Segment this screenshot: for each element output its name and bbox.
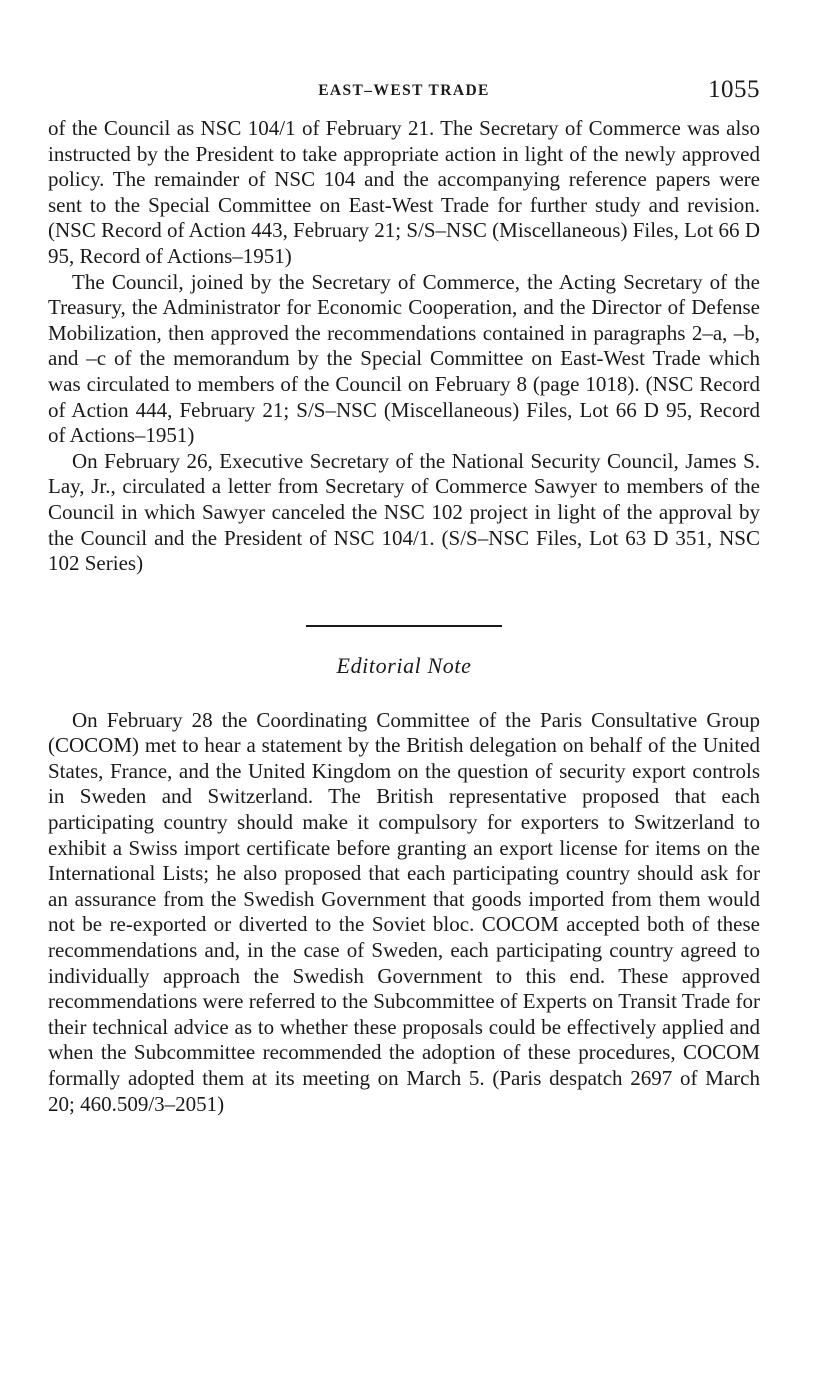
editorial-note-paragraph: On February 28 the Coordinating Committee of the Paris Consultative Group (COCOM) met to hear a statement by the British delegation on behalf of the United States, France, and the United Kingdom on the question of security export controls in Sweden and Switzerland. The British representative proposed that each participating country should make it compulsory for exporters to Switzerland to exhibit a Swiss import certificate before granting an export license for items on the International Lists; he also proposed that each participating country should ask for an assurance from the Swedish Government that goods imported from them would not be re-exported or diverted to the Soviet bloc. COCOM accepted both of these recommendations and, in the case of Sweden, each participating country agreed to individually approach the Swedish Government to this end. These approved recommendations were referred to the Subcommittee of Experts on Transit Trade for their technical advice as to whether these proposals could be effectively applied and when the Subcommittee recommended the adoption of these procedures, COCOM formally adopted them at its meeting on March 5. (Paris despatch 2697 of March 20; 460.509/3–2051) [48, 707, 760, 1116]
section-divider [306, 625, 502, 627]
running-title: EAST–WEST TRADE [318, 82, 490, 99]
editorial-note-section [48, 653, 760, 1118]
page-number: 1055 [708, 76, 760, 103]
body-paragraph: The Council, joined by the Secretary of Commerce, the Acting Secretary of the Treasury, the Administrator for Economic Cooperation, and the Director of Defense Mobilization, then approved the recommendations contained in paragraphs 2–a, –b, and –c of the memorandum by the Special Committee on East-West Trade which was circulated to members of the Council on February 8 (page 1018). (NSC Record of Action 444, February 21; S/S–NSC (Miscellaneous) Files, Lot 66 D 95, Record of Actions–1951) [48, 269, 760, 448]
document-page [48, 76, 760, 1117]
editorial-note-title: Editorial Note [336, 652, 472, 678]
running-header [48, 76, 760, 116]
body-paragraph: On February 26, Executive Secretary of the National Security Council, James S. Lay, Jr., circulated a letter from Secretary of Commerce Sawyer to members of the Council in which Sawyer canceled the NSC 102 project in light of the approval by the Council and the President of NSC 104/1. (S/S–NSC Files, Lot 63 D 351, NSC 102 Series) [48, 448, 760, 576]
body-paragraph: of the Council as NSC 104/1 of February 21. The Secretary of Commerce was also instructed by the President to take appropriate action in light of the newly approved policy. The remainder of NSC 104 and the accompanying reference papers were sent to the Special Committee on East-West Trade for further study and revision. (NSC Record of Action 443, February 21; S/S–NSC (Miscellaneous) Files, Lot 66 D 95, Record of Actions–1951) [48, 116, 760, 268]
body-text [48, 116, 760, 577]
